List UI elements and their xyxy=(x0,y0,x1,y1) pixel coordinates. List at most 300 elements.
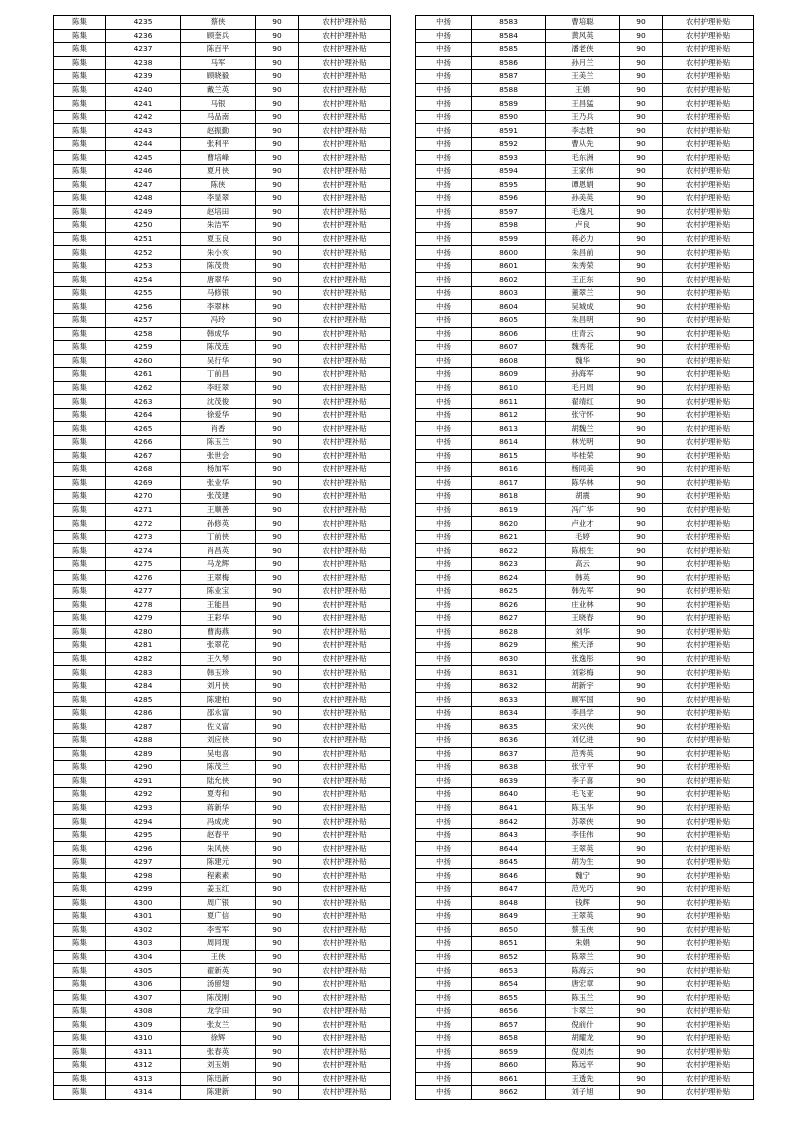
table-row xyxy=(416,571,754,585)
table-left-body xyxy=(54,16,391,1100)
village-cell: 陈集 xyxy=(54,761,106,775)
village-cell: 中扬 xyxy=(416,435,472,449)
village-cell: 中扬 xyxy=(416,801,472,815)
village-cell: 陈集 xyxy=(54,733,106,747)
number-cell: 4264 xyxy=(106,408,181,422)
name-cell: 王美兰 xyxy=(546,70,620,84)
table-row xyxy=(416,625,754,639)
table-row xyxy=(416,693,754,707)
name-cell: 李志胜 xyxy=(546,124,620,138)
table-row xyxy=(54,855,391,869)
table-row xyxy=(54,97,391,111)
amount-cell: 90 xyxy=(256,16,299,30)
type-cell: 农村护理补贴 xyxy=(663,937,754,951)
name-cell: 曹培聪 xyxy=(546,16,620,30)
number-cell: 4298 xyxy=(106,869,181,883)
number-cell: 4249 xyxy=(106,205,181,219)
amount-cell: 90 xyxy=(256,950,299,964)
table-row xyxy=(54,43,391,57)
name-cell: 夏月侠 xyxy=(181,165,256,179)
type-cell: 农村护理补贴 xyxy=(299,571,391,585)
amount-cell: 90 xyxy=(620,178,663,192)
amount-cell: 90 xyxy=(256,300,299,314)
amount-cell: 90 xyxy=(256,178,299,192)
name-cell: 潘老侠 xyxy=(546,43,620,57)
amount-cell: 90 xyxy=(256,977,299,991)
type-cell: 农村护理补贴 xyxy=(663,910,754,924)
village-cell: 陈集 xyxy=(54,815,106,829)
table-row xyxy=(54,110,391,124)
number-cell: 4254 xyxy=(106,273,181,287)
number-cell: 4282 xyxy=(106,652,181,666)
table-row xyxy=(54,314,391,328)
village-cell: 陈集 xyxy=(54,639,106,653)
type-cell: 农村护理补贴 xyxy=(663,557,754,571)
table-row xyxy=(54,679,391,693)
village-cell: 中扬 xyxy=(416,950,472,964)
amount-cell: 90 xyxy=(256,842,299,856)
table-row xyxy=(54,246,391,260)
amount-cell: 90 xyxy=(620,666,663,680)
table-left xyxy=(53,15,391,1100)
number-cell: 8644 xyxy=(472,842,546,856)
amount-cell: 90 xyxy=(620,219,663,233)
amount-cell: 90 xyxy=(620,544,663,558)
type-cell: 农村护理补贴 xyxy=(663,16,754,30)
village-cell: 陈集 xyxy=(54,43,106,57)
amount-cell: 90 xyxy=(620,530,663,544)
amount-cell: 90 xyxy=(256,1045,299,1059)
village-cell: 陈集 xyxy=(54,706,106,720)
amount-cell: 90 xyxy=(620,1004,663,1018)
amount-cell: 90 xyxy=(620,381,663,395)
village-cell: 中扬 xyxy=(416,1004,472,1018)
table-row xyxy=(416,1072,754,1086)
amount-cell: 90 xyxy=(256,205,299,219)
table-row xyxy=(54,503,391,517)
village-cell: 中扬 xyxy=(416,1045,472,1059)
amount-cell: 90 xyxy=(256,1072,299,1086)
table-row xyxy=(54,490,391,504)
table-row xyxy=(54,977,391,991)
village-cell: 中扬 xyxy=(416,733,472,747)
number-cell: 4292 xyxy=(106,788,181,802)
number-cell: 8655 xyxy=(472,991,546,1005)
number-cell: 4235 xyxy=(106,16,181,30)
amount-cell: 90 xyxy=(620,137,663,151)
name-cell: 陈侠 xyxy=(181,178,256,192)
table-row xyxy=(54,219,391,233)
type-cell: 农村护理补贴 xyxy=(299,720,391,734)
name-cell: 陈建元 xyxy=(181,855,256,869)
name-cell: 翟新英 xyxy=(181,964,256,978)
number-cell: 8616 xyxy=(472,463,546,477)
table-row xyxy=(416,1045,754,1059)
village-cell: 陈集 xyxy=(54,910,106,924)
amount-cell: 90 xyxy=(256,747,299,761)
name-cell: 朱风侠 xyxy=(181,842,256,856)
table-row xyxy=(416,205,754,219)
table-row xyxy=(416,435,754,449)
table-row xyxy=(54,1032,391,1046)
type-cell: 农村护理补贴 xyxy=(299,950,391,964)
table-row xyxy=(54,422,391,436)
number-cell: 4247 xyxy=(106,178,181,192)
amount-cell: 90 xyxy=(256,544,299,558)
amount-cell: 90 xyxy=(256,97,299,111)
name-cell: 倪刘杰 xyxy=(546,1045,620,1059)
name-cell: 张世会 xyxy=(181,449,256,463)
type-cell: 农村护理补贴 xyxy=(663,666,754,680)
village-cell: 陈集 xyxy=(54,408,106,422)
table-row xyxy=(54,774,391,788)
name-cell: 董翠兰 xyxy=(546,286,620,300)
name-cell: 姜玉红 xyxy=(181,883,256,897)
table-row xyxy=(416,679,754,693)
table-row xyxy=(416,761,754,775)
type-cell: 农村护理补贴 xyxy=(299,815,391,829)
number-cell: 8592 xyxy=(472,137,546,151)
amount-cell: 90 xyxy=(620,395,663,409)
type-cell: 农村护理补贴 xyxy=(663,381,754,395)
type-cell: 农村护理补贴 xyxy=(299,883,391,897)
name-cell: 蒋必力 xyxy=(546,232,620,246)
number-cell: 4293 xyxy=(106,801,181,815)
type-cell: 农村护理补贴 xyxy=(299,137,391,151)
amount-cell: 90 xyxy=(256,693,299,707)
number-cell: 8604 xyxy=(472,300,546,314)
name-cell: 陈茂兰 xyxy=(181,761,256,775)
table-row xyxy=(54,991,391,1005)
name-cell: 王正东 xyxy=(546,273,620,287)
number-cell: 4310 xyxy=(106,1032,181,1046)
number-cell: 4286 xyxy=(106,706,181,720)
amount-cell: 90 xyxy=(620,693,663,707)
village-cell: 陈集 xyxy=(54,490,106,504)
village-cell: 中扬 xyxy=(416,314,472,328)
type-cell: 农村护理补贴 xyxy=(663,815,754,829)
table-row xyxy=(54,1004,391,1018)
table-row xyxy=(54,788,391,802)
village-cell: 中扬 xyxy=(416,70,472,84)
name-cell: 沈茂俊 xyxy=(181,395,256,409)
number-cell: 4314 xyxy=(106,1086,181,1100)
type-cell: 农村护理补贴 xyxy=(663,517,754,531)
table-row xyxy=(416,29,754,43)
number-cell: 4252 xyxy=(106,246,181,260)
village-cell: 陈集 xyxy=(54,557,106,571)
number-cell: 8632 xyxy=(472,679,546,693)
amount-cell: 90 xyxy=(256,408,299,422)
type-cell: 农村护理补贴 xyxy=(299,151,391,165)
name-cell: 邵永富 xyxy=(181,706,256,720)
name-cell: 曹海燕 xyxy=(181,625,256,639)
table-row xyxy=(416,1018,754,1032)
type-cell: 农村护理补贴 xyxy=(663,192,754,206)
number-cell: 8657 xyxy=(472,1018,546,1032)
amount-cell: 90 xyxy=(620,964,663,978)
name-cell: 李翠林 xyxy=(181,300,256,314)
name-cell: 张春英 xyxy=(181,1045,256,1059)
number-cell: 4280 xyxy=(106,625,181,639)
number-cell: 4256 xyxy=(106,300,181,314)
table-row xyxy=(54,571,391,585)
table-row xyxy=(416,368,754,382)
number-cell: 4262 xyxy=(106,381,181,395)
table-row xyxy=(54,137,391,151)
name-cell: 胡耀龙 xyxy=(546,1032,620,1046)
village-cell: 陈集 xyxy=(54,652,106,666)
village-cell: 陈集 xyxy=(54,679,106,693)
village-cell: 中扬 xyxy=(416,476,472,490)
type-cell: 农村护理补贴 xyxy=(299,490,391,504)
table-row xyxy=(54,801,391,815)
name-cell: 高云 xyxy=(546,557,620,571)
number-cell: 4313 xyxy=(106,1072,181,1086)
number-cell: 8643 xyxy=(472,828,546,842)
table-row xyxy=(54,761,391,775)
village-cell: 陈集 xyxy=(54,855,106,869)
type-cell: 农村护理补贴 xyxy=(663,612,754,626)
name-cell: 陈华林 xyxy=(546,476,620,490)
name-cell: 冯广华 xyxy=(546,503,620,517)
amount-cell: 90 xyxy=(256,341,299,355)
type-cell: 农村护理补贴 xyxy=(663,408,754,422)
table-row xyxy=(416,1059,754,1073)
number-cell: 4294 xyxy=(106,815,181,829)
type-cell: 农村护理补贴 xyxy=(299,408,391,422)
name-cell: 刘亿进 xyxy=(546,733,620,747)
number-cell: 4266 xyxy=(106,435,181,449)
amount-cell: 90 xyxy=(256,463,299,477)
type-cell: 农村护理补贴 xyxy=(299,977,391,991)
table-row xyxy=(54,286,391,300)
amount-cell: 90 xyxy=(256,788,299,802)
village-cell: 中扬 xyxy=(416,517,472,531)
table-row xyxy=(54,598,391,612)
table-row xyxy=(416,544,754,558)
amount-cell: 90 xyxy=(620,747,663,761)
amount-cell: 90 xyxy=(256,83,299,97)
amount-cell: 90 xyxy=(256,612,299,626)
number-cell: 4263 xyxy=(106,395,181,409)
village-cell: 陈集 xyxy=(54,300,106,314)
number-cell: 8642 xyxy=(472,815,546,829)
amount-cell: 90 xyxy=(620,625,663,639)
name-cell: 冯玲 xyxy=(181,314,256,328)
amount-cell: 90 xyxy=(256,517,299,531)
type-cell: 农村护理补贴 xyxy=(663,1032,754,1046)
number-cell: 4308 xyxy=(106,1004,181,1018)
table-row xyxy=(54,16,391,30)
name-cell: 陈百平 xyxy=(181,43,256,57)
type-cell: 农村护理补贴 xyxy=(299,463,391,477)
amount-cell: 90 xyxy=(620,910,663,924)
village-cell: 中扬 xyxy=(416,530,472,544)
table-row xyxy=(54,259,391,273)
amount-cell: 90 xyxy=(620,815,663,829)
type-cell: 农村护理补贴 xyxy=(299,612,391,626)
village-cell: 中扬 xyxy=(416,178,472,192)
name-cell: 陈茂刚 xyxy=(181,991,256,1005)
table-row xyxy=(416,327,754,341)
village-cell: 中扬 xyxy=(416,137,472,151)
number-cell: 4312 xyxy=(106,1059,181,1073)
type-cell: 农村护理补贴 xyxy=(299,706,391,720)
number-cell: 4283 xyxy=(106,666,181,680)
name-cell: 唐宏章 xyxy=(546,977,620,991)
table-row xyxy=(416,842,754,856)
name-cell: 曹从先 xyxy=(546,137,620,151)
name-cell: 卢良 xyxy=(546,219,620,233)
village-cell: 陈集 xyxy=(54,977,106,991)
number-cell: 4237 xyxy=(106,43,181,57)
amount-cell: 90 xyxy=(620,923,663,937)
name-cell: 韩英 xyxy=(546,571,620,585)
village-cell: 陈集 xyxy=(54,16,106,30)
number-cell: 4255 xyxy=(106,286,181,300)
amount-cell: 90 xyxy=(620,706,663,720)
type-cell: 农村护理补贴 xyxy=(663,43,754,57)
number-cell: 4267 xyxy=(106,449,181,463)
number-cell: 8617 xyxy=(472,476,546,490)
table-row xyxy=(54,83,391,97)
type-cell: 农村护理补贴 xyxy=(663,733,754,747)
name-cell: 陈茂连 xyxy=(181,341,256,355)
type-cell: 农村护理补贴 xyxy=(299,652,391,666)
amount-cell: 90 xyxy=(620,43,663,57)
village-cell: 中扬 xyxy=(416,449,472,463)
table-row xyxy=(416,124,754,138)
village-cell: 中扬 xyxy=(416,761,472,775)
name-cell: 杨同美 xyxy=(546,463,620,477)
amount-cell: 90 xyxy=(256,137,299,151)
amount-cell: 90 xyxy=(256,110,299,124)
number-cell: 8635 xyxy=(472,720,546,734)
table-row xyxy=(54,1018,391,1032)
table-row xyxy=(416,639,754,653)
name-cell: 陈远平 xyxy=(546,1059,620,1073)
table-row xyxy=(54,1072,391,1086)
table-row xyxy=(54,923,391,937)
table-row xyxy=(54,1045,391,1059)
table-row xyxy=(416,232,754,246)
amount-cell: 90 xyxy=(256,883,299,897)
number-cell: 8594 xyxy=(472,165,546,179)
table-row xyxy=(54,463,391,477)
amount-cell: 90 xyxy=(620,463,663,477)
amount-cell: 90 xyxy=(256,259,299,273)
amount-cell: 90 xyxy=(256,706,299,720)
table-row xyxy=(54,815,391,829)
type-cell: 农村护理补贴 xyxy=(663,950,754,964)
name-cell: 马品南 xyxy=(181,110,256,124)
village-cell: 中扬 xyxy=(416,720,472,734)
amount-cell: 90 xyxy=(620,246,663,260)
amount-cell: 90 xyxy=(620,801,663,815)
amount-cell: 90 xyxy=(620,124,663,138)
type-cell: 农村护理补贴 xyxy=(299,747,391,761)
number-cell: 4309 xyxy=(106,1018,181,1032)
type-cell: 农村护理补贴 xyxy=(663,828,754,842)
amount-cell: 90 xyxy=(256,435,299,449)
amount-cell: 90 xyxy=(256,937,299,951)
type-cell: 农村护理补贴 xyxy=(299,300,391,314)
type-cell: 农村护理补贴 xyxy=(299,178,391,192)
amount-cell: 90 xyxy=(620,1072,663,1086)
type-cell: 农村护理补贴 xyxy=(663,679,754,693)
name-cell: 刘子旭 xyxy=(546,1086,620,1100)
table-row xyxy=(416,774,754,788)
number-cell: 4296 xyxy=(106,842,181,856)
name-cell: 范秀英 xyxy=(546,747,620,761)
number-cell: 8587 xyxy=(472,70,546,84)
table-row xyxy=(416,110,754,124)
table-row xyxy=(54,639,391,653)
village-cell: 中扬 xyxy=(416,1032,472,1046)
number-cell: 8610 xyxy=(472,381,546,395)
amount-cell: 90 xyxy=(620,314,663,328)
name-cell: 庄业林 xyxy=(546,598,620,612)
type-cell: 农村护理补贴 xyxy=(299,259,391,273)
table-row xyxy=(54,896,391,910)
type-cell: 农村护理补贴 xyxy=(663,693,754,707)
number-cell: 8593 xyxy=(472,151,546,165)
number-cell: 8627 xyxy=(472,612,546,626)
village-cell: 中扬 xyxy=(416,97,472,111)
village-cell: 中扬 xyxy=(416,192,472,206)
table-row xyxy=(54,435,391,449)
village-cell: 陈集 xyxy=(54,1059,106,1073)
name-cell: 冯成虎 xyxy=(181,815,256,829)
amount-cell: 90 xyxy=(256,124,299,138)
table-row xyxy=(416,815,754,829)
name-cell: 毛逸凡 xyxy=(546,205,620,219)
number-cell: 4276 xyxy=(106,571,181,585)
name-cell: 魏宁 xyxy=(546,869,620,883)
type-cell: 农村护理补贴 xyxy=(663,110,754,124)
village-cell: 陈集 xyxy=(54,517,106,531)
amount-cell: 90 xyxy=(256,571,299,585)
type-cell: 农村护理补贴 xyxy=(663,1086,754,1100)
name-cell: 赵振勤 xyxy=(181,124,256,138)
amount-cell: 90 xyxy=(256,151,299,165)
name-cell: 张守平 xyxy=(546,761,620,775)
table-row xyxy=(416,1032,754,1046)
number-cell: 4258 xyxy=(106,327,181,341)
type-cell: 农村护理补贴 xyxy=(663,855,754,869)
name-cell: 唐翠华 xyxy=(181,273,256,287)
village-cell: 中扬 xyxy=(416,1018,472,1032)
type-cell: 农村护理补贴 xyxy=(299,381,391,395)
village-cell: 陈集 xyxy=(54,937,106,951)
number-cell: 8659 xyxy=(472,1045,546,1059)
amount-cell: 90 xyxy=(620,977,663,991)
table-row xyxy=(416,598,754,612)
village-cell: 中扬 xyxy=(416,584,472,598)
name-cell: 孙修英 xyxy=(181,517,256,531)
type-cell: 农村护理补贴 xyxy=(663,124,754,138)
number-cell: 8609 xyxy=(472,368,546,382)
type-cell: 农村护理补贴 xyxy=(663,205,754,219)
village-cell: 中扬 xyxy=(416,598,472,612)
type-cell: 农村护理补贴 xyxy=(663,70,754,84)
number-cell: 4241 xyxy=(106,97,181,111)
table-row xyxy=(54,341,391,355)
village-cell: 中扬 xyxy=(416,205,472,219)
name-cell: 李佳伟 xyxy=(546,828,620,842)
amount-cell: 90 xyxy=(256,368,299,382)
